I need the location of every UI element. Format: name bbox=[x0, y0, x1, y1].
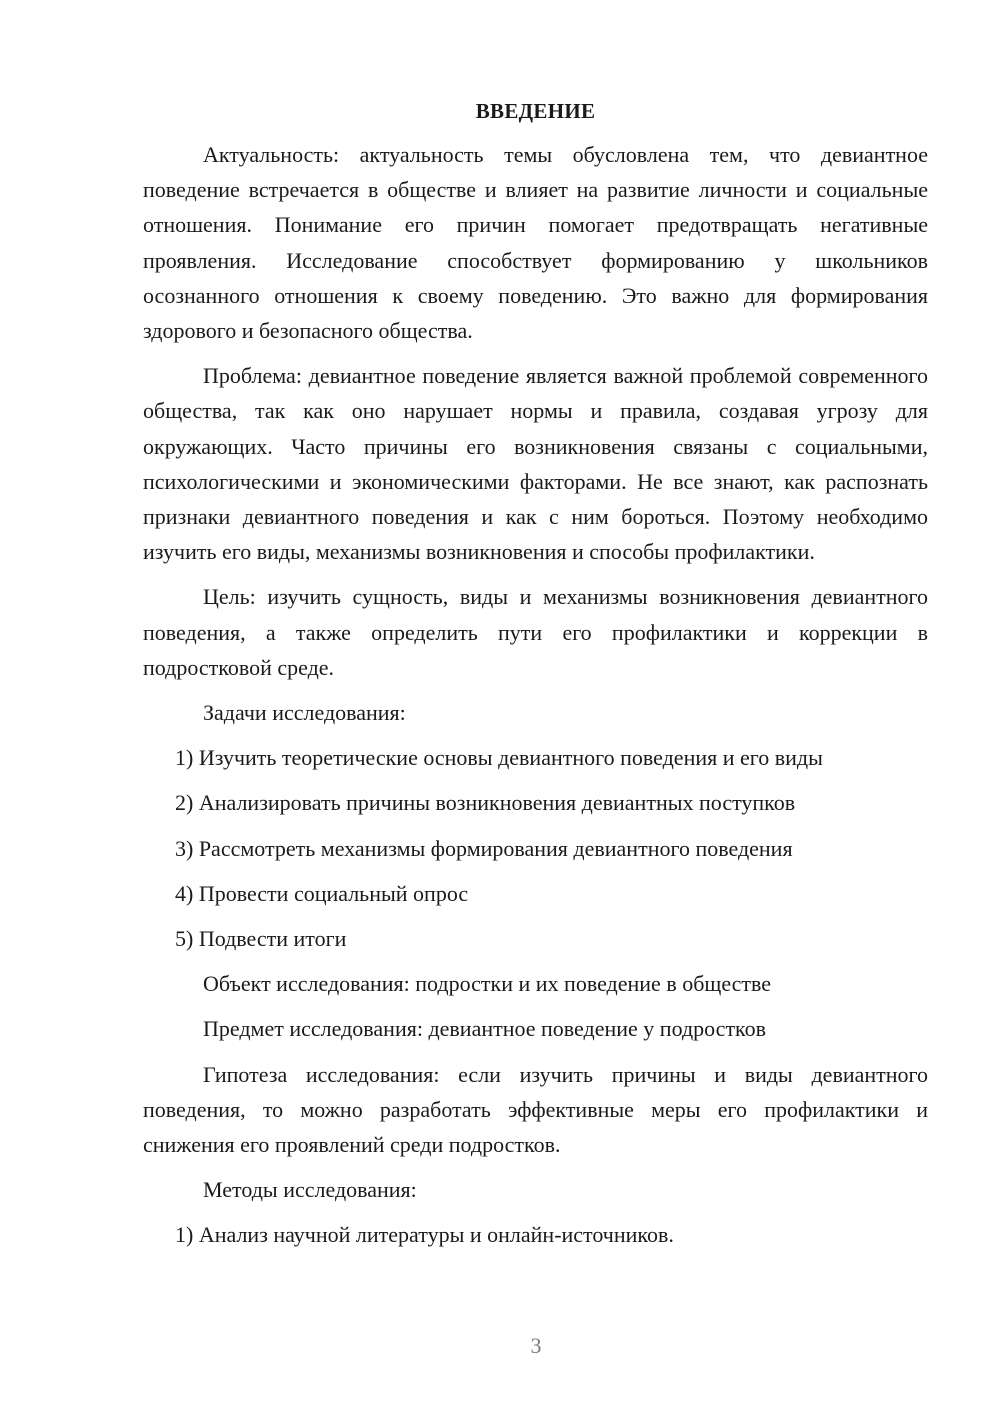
tasks-label: Задачи исследования: bbox=[203, 700, 406, 726]
task-item-4: 4) Провести социальный опрос bbox=[175, 880, 469, 906]
goal-paragraph: Цель: изучить сущность, виды и механизмы возникновения девиантного поведения, а также определить пути его профилактики и коррекции в подростковой среде. bbox=[143, 584, 928, 680]
problem-paragraph: Проблема: девиантное поведение является важной проблемой современного общества, так как оно нарушает нормы и правила, создавая угрозу для окружающих. Часто причины его возникновения связаны с социальными, психологическими и экономическими факторами. Не все знают, как распознать признаки девиантного поведения и как с ним бороться. Поэтому необходимо изучить его виды, механизмы возникновения и способы профилактики. bbox=[143, 363, 928, 565]
task-item-2: 2) Анализировать причины возникновения девиантных поступков bbox=[175, 790, 796, 816]
page-content bbox=[143, 96, 928, 1263]
task-item-1: 1) Изучить теоретические основы девиантного поведения и его виды bbox=[175, 745, 823, 771]
method-item-1: 1) Анализ научной литературы и онлайн-источников. bbox=[175, 1222, 674, 1248]
page-number: 3 bbox=[530, 1333, 542, 1358]
hypothesis-paragraph: Гипотеза исследования: если изучить причины и виды девиантного поведения, то можно разработать эффективные меры его профилактики и снижения его проявлений среди подростков. bbox=[143, 1061, 928, 1158]
section-title: ВВЕДЕНИЕ bbox=[475, 99, 596, 123]
relevance-paragraph: Актуальность: актуальность темы обусловлена тем, что девиантное поведение встречается в обществе и влияет на развитие личности и социальные отношения. Понимание его причин помогает предотвращать негативные проявления. Исследование способствует формированию у школьников осознанного отношения к своему поведению. Это важно для формирования здорового и безопасного общества. bbox=[143, 142, 928, 344]
methods-label: Методы исследования: bbox=[203, 1177, 417, 1203]
research-subject: Предмет исследования: девиантное поведение у подростков bbox=[203, 1016, 767, 1042]
research-object: Объект исследования: подростки и их поведение в обществе bbox=[203, 971, 772, 997]
task-item-5: 5) Подвести итоги bbox=[175, 926, 347, 952]
task-item-3: 3) Рассмотреть механизмы формирования девиантного поведения bbox=[175, 835, 793, 861]
